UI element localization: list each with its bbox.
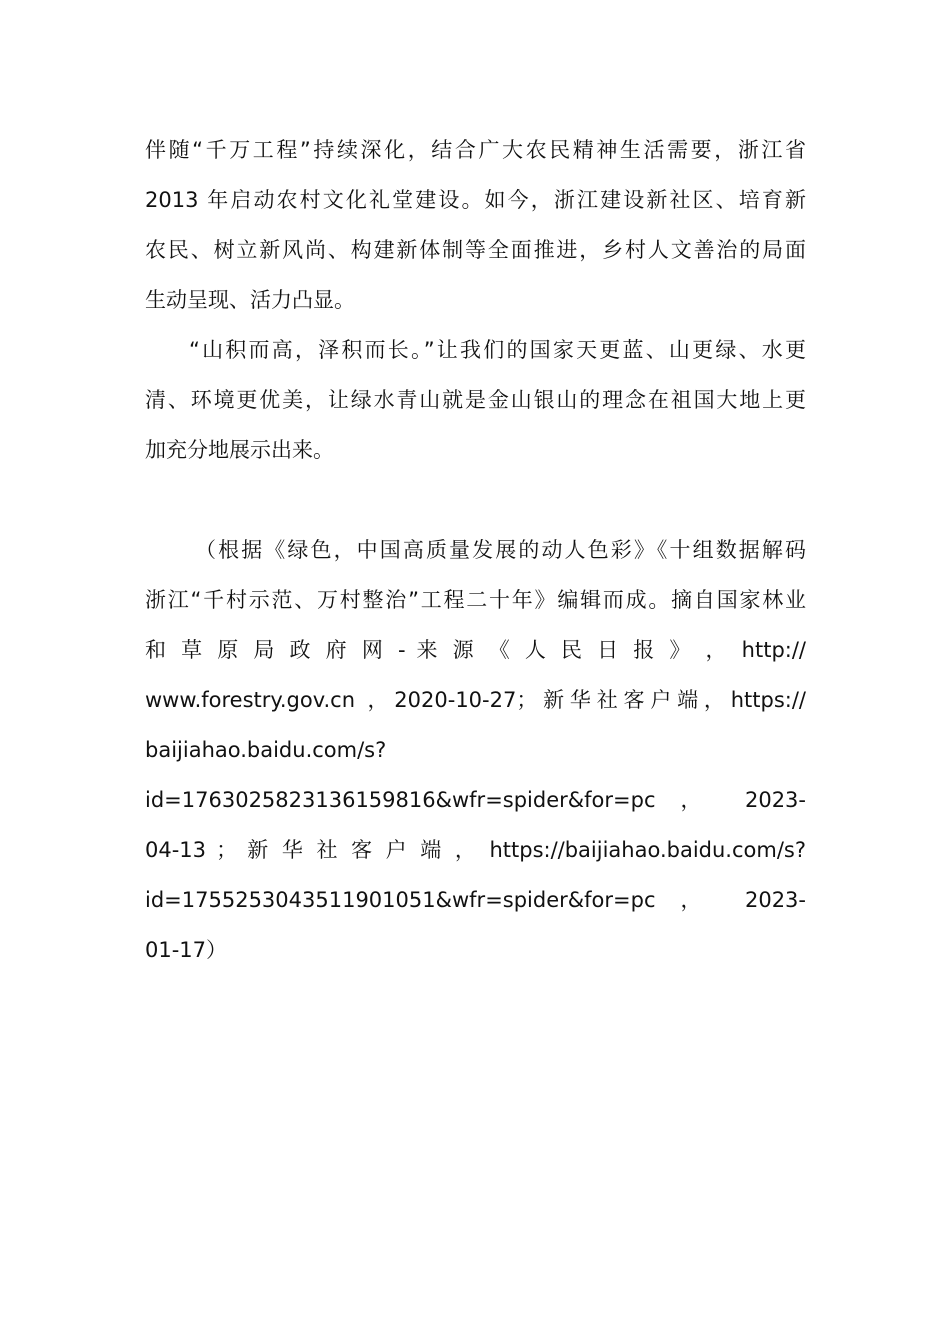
text-line: 清、环境更优美，让绿水青山就是金山银山的理念在祖国大地上更 [145, 388, 806, 412]
text-line: id=1763025823136159816&wfr=spider&for=pc ， 2023- [145, 788, 806, 812]
text-line: 浙江“千村示范、万村整治”工程二十年》编辑而成。摘自国家林业 [145, 588, 806, 612]
document-page [145, 125, 806, 975]
paragraph-rural-culture [145, 125, 806, 325]
text-line: （根据《绿色，中国高质量发展的动人色彩》《十组数据解码 [195, 538, 806, 562]
text-line: 伴随“千万工程”持续深化，结合广大农民精神生活需要，浙江省 [145, 138, 806, 162]
text-line: 生动呈现、活力凸显。 [145, 288, 355, 312]
text-line: “山积而高，泽积而长。”让我们的国家天更蓝、山更绿、水更 [189, 338, 806, 362]
text-line: 和 草 原 局 政 府 网 - 来 源 《 人 民 日 报 》 ， http:// [145, 638, 806, 662]
text-line: id=1755253043511901051&wfr=spider&for=pc ， 2023- [145, 888, 806, 912]
text-line: 04-13 ； 新 华 社 客 户 端 ， https://baijiahao.baidu.com/s? [145, 838, 806, 862]
text-line: 01-17） [145, 938, 228, 962]
text-line: 加充分地展示出来。 [145, 438, 334, 462]
paragraph-gap [145, 475, 806, 525]
source-note [145, 525, 806, 975]
text-line: baijiahao.baidu.com/s? [145, 738, 387, 762]
text-line: www.forestry.gov.cn ，2020-10-27；新华社客户端，https:// [145, 688, 806, 712]
text-line: 农民、树立新风尚、构建新体制等全面推进，乡村人文善治的局面 [145, 238, 806, 262]
paragraph-green-mountains [145, 325, 806, 475]
text-line: 2013 年启动农村文化礼堂建设。如今，浙江建设新社区、培育新 [145, 188, 806, 212]
